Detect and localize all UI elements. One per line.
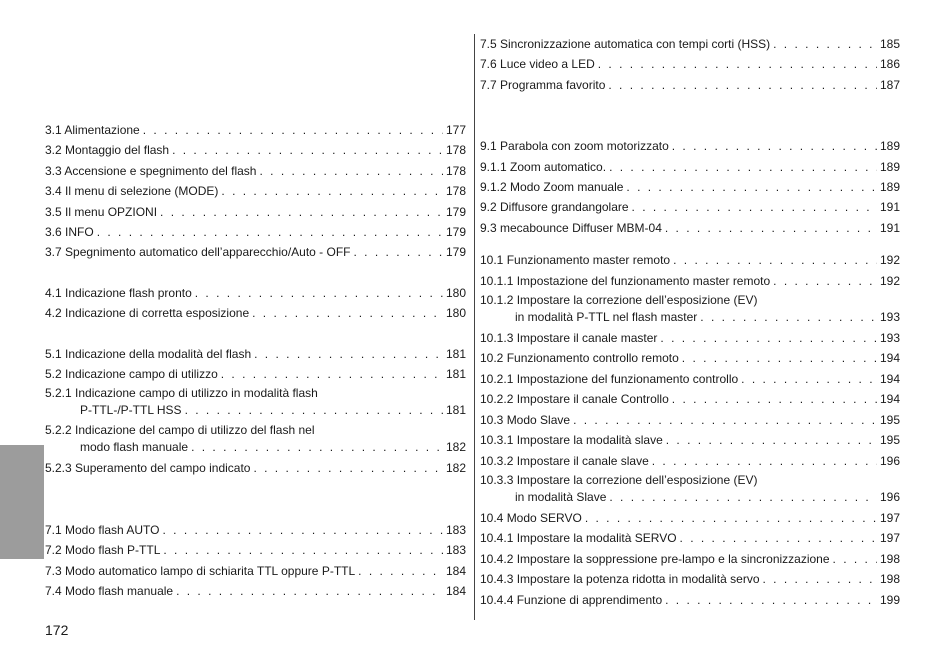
toc-entry-title: 10.2 Funzionamento controllo remoto	[480, 351, 679, 366]
toc-entry-title: 10.3 Modo Slave	[480, 412, 571, 427]
group-gap	[45, 324, 466, 344]
leader-dots	[632, 197, 877, 217]
toc-page-number: 183	[445, 543, 466, 558]
toc-entry[interactable]	[45, 120, 466, 140]
toc-group	[45, 283, 466, 324]
leader-dots	[682, 348, 877, 368]
group-gap	[480, 238, 900, 250]
toc-entry-title: 10.4.4 Funzione di apprendimento	[480, 592, 663, 607]
leader-dots	[358, 561, 443, 581]
toc-entry-title: 10.4.2 Impostare la soppressione pre-lampo e la sincronizzazione	[480, 551, 830, 566]
toc-entry[interactable]	[45, 364, 466, 384]
toc-entry-title: 3.3 Accensione e spegnimento del flash	[45, 163, 257, 178]
toc-entry-title: 10.3.2 Impostare il canale slave	[480, 453, 649, 468]
toc-page-number: 194	[879, 392, 900, 407]
toc-entry[interactable]	[45, 140, 466, 160]
leader-dots	[665, 218, 877, 238]
toc-page-number: 179	[445, 204, 466, 219]
toc-page-number: 185	[879, 37, 900, 51]
toc-entry[interactable]	[480, 197, 900, 217]
toc-page-number: 191	[879, 200, 900, 215]
leader-dots	[700, 309, 877, 326]
toc-entry-title: 10.3.1 Impostare la modalità slave	[480, 433, 663, 448]
toc-page-number: 182	[445, 461, 466, 476]
toc-entry[interactable]	[480, 348, 900, 368]
leader-dots	[660, 328, 877, 348]
toc-entry[interactable]	[480, 471, 900, 508]
leader-dots	[163, 520, 443, 540]
toc-entry-title-cont: in modalità Slave	[515, 489, 607, 504]
leader-dots	[191, 439, 443, 456]
leader-dots	[609, 489, 877, 506]
leader-dots	[259, 161, 442, 181]
toc-page-number: 192	[879, 253, 900, 268]
leader-dots	[163, 540, 443, 560]
leader-dots	[680, 528, 877, 548]
toc-entry[interactable]	[480, 177, 900, 197]
toc-group	[480, 34, 900, 95]
toc-entry-title: 9.1.1 Zoom automatico.	[480, 159, 607, 174]
leader-dots	[573, 410, 877, 430]
toc-entry[interactable]	[480, 136, 900, 156]
toc-entry-title: 10.4 Modo SERVO	[480, 510, 582, 525]
toc-page-number: 181	[445, 367, 466, 382]
toc-entry-title: 3.5 Il menu OPZIONI	[45, 204, 158, 219]
toc-entry[interactable]	[45, 181, 466, 201]
toc-entry-title: 5.2.1 Indicazione campo di utilizzo in modalità flash	[45, 386, 318, 401]
toc-entry-title-cont: P-TTL-/P-TTL HSS	[80, 403, 182, 418]
toc-group	[45, 120, 466, 263]
toc-page-number: 179	[445, 245, 466, 260]
leader-dots	[160, 202, 443, 222]
toc-entry[interactable]	[480, 218, 900, 238]
group-gap	[480, 95, 900, 136]
toc-entry-continuation	[45, 402, 466, 419]
toc-page-number: 192	[879, 273, 900, 288]
toc-entry[interactable]	[480, 569, 900, 589]
toc-entry[interactable]	[45, 344, 466, 364]
toc-entry[interactable]	[480, 508, 900, 528]
toc-entry-title: 10.2.1 Impostazione del funzionamento controllo	[480, 371, 739, 386]
toc-entry-title: 7.5 Sincronizzazione automatica con tempi corti (HSS)	[480, 37, 771, 51]
toc-page-number: 196	[879, 453, 900, 468]
toc-entry[interactable]	[480, 328, 900, 348]
toc-entry-continuation	[480, 309, 900, 326]
leader-dots	[253, 458, 443, 478]
leader-dots	[598, 54, 877, 74]
leader-dots	[773, 34, 877, 54]
toc-entry[interactable]	[480, 410, 900, 430]
leader-dots	[626, 177, 877, 197]
toc-entry[interactable]	[45, 222, 466, 242]
toc-page-number: 199	[879, 592, 900, 607]
leader-dots	[585, 508, 877, 528]
leader-dots	[672, 389, 877, 409]
toc-entry[interactable]	[45, 581, 466, 601]
chapter-tab-marker	[0, 445, 44, 559]
toc-entry-title: 3.2 Montaggio del flash	[45, 143, 170, 158]
toc-entry[interactable]	[480, 389, 900, 409]
toc-entry-title: 9.1.2 Modo Zoom manuale	[480, 180, 624, 195]
leader-dots	[143, 120, 443, 140]
toc-group	[480, 250, 900, 610]
leader-dots	[221, 364, 443, 384]
leader-dots	[195, 283, 443, 303]
toc-entry-title: 7.4 Modo flash manuale	[45, 584, 174, 599]
leader-dots	[665, 590, 877, 610]
toc-entry-title: 4.1 Indicazione flash pronto	[45, 285, 192, 300]
toc-entry[interactable]	[45, 540, 466, 560]
toc-entry[interactable]	[480, 271, 900, 291]
toc-entry[interactable]	[480, 157, 900, 177]
leader-dots	[97, 222, 443, 242]
toc-entry-title: 7.2 Modo flash P-TTL	[45, 543, 161, 558]
toc-page-number: 194	[879, 351, 900, 366]
toc-entry[interactable]	[480, 451, 900, 471]
toc-entry-title: 10.1 Funzionamento master remoto	[480, 253, 671, 268]
toc-page-number: 184	[445, 563, 466, 578]
toc-entry[interactable]	[480, 291, 900, 328]
toc-entry-title: 5.1 Indicazione della modalità del flash	[45, 346, 252, 361]
toc-entry-title: 5.2 Indicazione campo di utilizzo	[45, 367, 218, 382]
toc-entry-title: 10.1.2 Impostare la correzione dell’esposizione (EV)	[480, 293, 758, 308]
toc-page-number: 189	[879, 159, 900, 174]
leader-dots	[672, 136, 877, 156]
toc-entry-title: 7.3 Modo automatico lampo di schiarita TTL oppure P-TTL	[45, 563, 356, 578]
toc-page-number: 195	[879, 412, 900, 427]
toc-entry[interactable]	[45, 520, 466, 540]
toc-page-number: 180	[445, 306, 466, 321]
toc-page-number: 186	[879, 57, 900, 72]
toc-page-number: 195	[879, 433, 900, 448]
toc-entry-title: 3.7 Spegnimento automatico dell’apparecchio/Auto - OFF	[45, 245, 351, 260]
toc-entry-title: 10.4.1 Impostare la modalità SERVO	[480, 531, 677, 546]
toc-entry-title: 10.2.2 Impostare il canale Controllo	[480, 392, 669, 407]
toc-entry[interactable]	[45, 421, 466, 458]
leader-dots	[185, 402, 443, 419]
leader-dots	[609, 157, 877, 177]
toc-entry[interactable]	[480, 75, 900, 95]
toc-entry[interactable]	[480, 549, 900, 569]
toc-page-number: 189	[879, 139, 900, 154]
leader-dots	[666, 430, 877, 450]
toc-page-number: 178	[445, 143, 466, 158]
toc-entry-title: 9.1 Parabola con zoom motorizzato	[480, 139, 669, 154]
toc-page-number: 182	[445, 440, 466, 455]
toc-entry[interactable]	[45, 161, 466, 181]
toc-group	[45, 520, 466, 602]
leader-dots	[221, 181, 443, 201]
leader-dots	[354, 242, 443, 262]
toc-entry-continuation	[480, 489, 900, 506]
toc-page-number: 197	[879, 531, 900, 546]
toc-entry-title: 3.1 Alimentazione	[45, 123, 140, 137]
toc-page-number: 181	[445, 346, 466, 361]
toc-entry[interactable]	[45, 458, 466, 478]
toc-entry-continuation	[45, 439, 466, 456]
toc-entry[interactable]	[45, 561, 466, 581]
toc-entry[interactable]	[480, 369, 900, 389]
toc-entry[interactable]	[480, 430, 900, 450]
leader-dots	[673, 250, 877, 270]
leader-dots	[763, 569, 877, 589]
toc-entry-title: 3.4 Il menu di selezione (MODE)	[45, 184, 219, 199]
toc-entry[interactable]	[45, 283, 466, 303]
group-gap	[45, 479, 466, 520]
toc-page-number: 193	[879, 310, 900, 325]
leader-dots	[608, 75, 877, 95]
leader-dots	[741, 369, 877, 389]
leader-dots	[773, 271, 877, 291]
toc-entry[interactable]	[480, 250, 900, 270]
toc-right-column	[480, 34, 900, 610]
toc-entry-title: 9.3 mecabounce Diffuser MBM-04	[480, 220, 662, 235]
toc-page-number: 194	[879, 371, 900, 386]
toc-entry-title: 10.1.3 Impostare il canale master	[480, 331, 658, 346]
leader-dots	[833, 549, 877, 569]
toc-entry-title: 10.1.1 Impostazione del funzionamento master remoto	[480, 273, 771, 288]
leader-dots	[254, 344, 443, 364]
toc-page-number: 189	[879, 180, 900, 195]
leader-dots	[172, 140, 443, 160]
toc-entry[interactable]	[480, 34, 900, 54]
toc-page-number: 179	[445, 225, 466, 240]
toc-entry-title-cont: in modalità P-TTL nel flash master	[515, 310, 698, 325]
toc-page-number: 177	[445, 123, 466, 137]
leader-dots	[652, 451, 877, 471]
toc-page-number: 187	[879, 77, 900, 92]
group-gap	[45, 263, 466, 283]
toc-entry-title: 9.2 Diffusore grandangolare	[480, 200, 629, 215]
toc-page-number: 184	[445, 584, 466, 599]
toc-entry[interactable]	[45, 303, 466, 323]
toc-entry-title: 7.7 Programma favorito	[480, 77, 606, 92]
toc-group	[45, 344, 466, 479]
toc-page-number: 183	[445, 522, 466, 537]
toc-entry[interactable]	[480, 528, 900, 548]
toc-page-number: 197	[879, 510, 900, 525]
toc-entry-title: 5.2.3 Superamento del campo indicato	[45, 461, 251, 476]
toc-entry-title: 7.6 Luce video a LED	[480, 57, 595, 72]
toc-entry-title: 4.2 Indicazione di corretta esposizione	[45, 306, 250, 321]
leader-dots	[176, 581, 443, 601]
toc-entry[interactable]	[45, 202, 466, 222]
toc-page-number: 196	[879, 489, 900, 504]
page-number: 172	[45, 622, 69, 638]
toc-page-number: 178	[445, 184, 466, 199]
toc-page-number: 198	[879, 572, 900, 587]
toc-entry[interactable]	[480, 590, 900, 610]
toc-page-number: 178	[445, 163, 466, 178]
column-divider	[474, 34, 475, 620]
toc-entry[interactable]	[480, 54, 900, 74]
toc-page-number: 191	[879, 220, 900, 235]
toc-entry-title: 10.3.3 Impostare la correzione dell’esposizione (EV)	[480, 472, 758, 487]
toc-entry-title: 10.4.3 Impostare la potenza ridotta in modalità servo	[480, 572, 760, 587]
toc-entry-title: 3.6 INFO	[45, 225, 94, 240]
toc-entry-title: 7.1 Modo flash AUTO	[45, 522, 160, 537]
toc-page-number: 181	[445, 403, 466, 418]
toc-entry[interactable]	[45, 384, 466, 421]
toc-entry-title-cont: modo flash manuale	[80, 440, 189, 455]
toc-entry-title: 5.2.2 Indicazione del campo di utilizzo del flash nel	[45, 423, 315, 438]
toc-page-number: 193	[879, 331, 900, 346]
toc-page-number: 198	[879, 551, 900, 566]
leader-dots	[252, 303, 443, 323]
toc-entry[interactable]	[45, 242, 466, 262]
toc-page-number: 180	[445, 285, 466, 300]
toc-left-column	[45, 120, 466, 602]
toc-group	[480, 136, 900, 238]
